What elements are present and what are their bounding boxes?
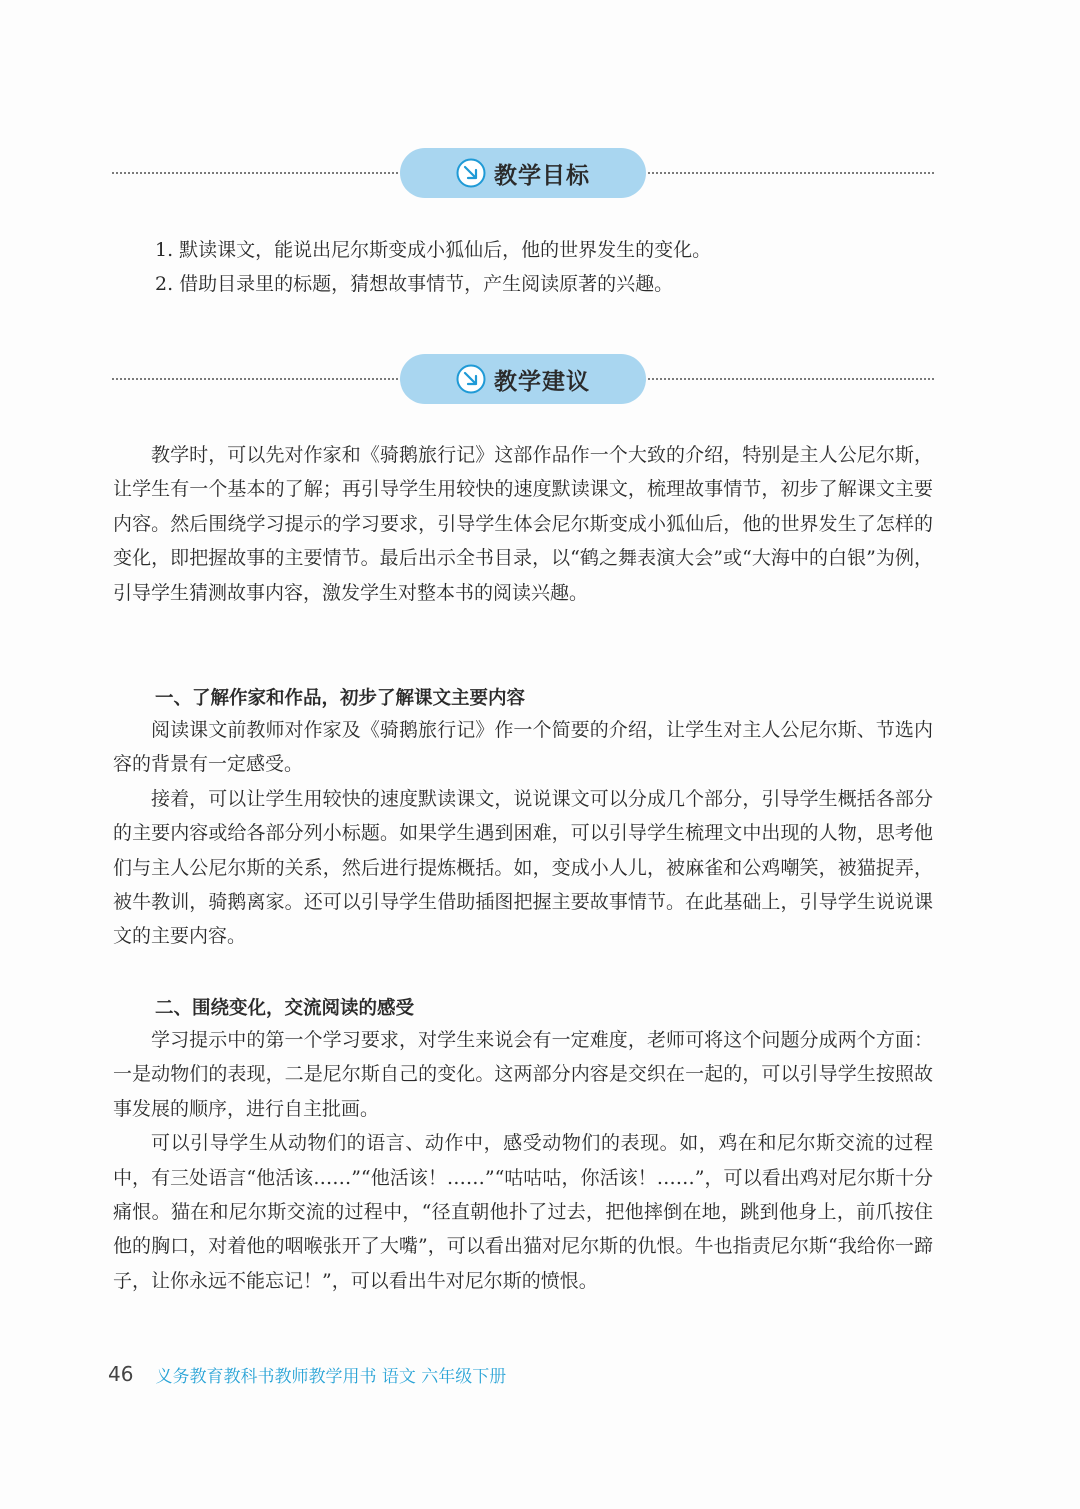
suggestions-title-pill: [400, 354, 646, 404]
banner-dotted-divider-right: [648, 378, 934, 380]
banner-dotted-divider-left: [112, 172, 398, 174]
suggestions-section-banner: [112, 354, 934, 406]
body-paragraph: 接着，可以让学生用较快的速度默读课文，说说课文可以分成几个部分，引导学生概括各部分的主要内容或给各部分列小标题。如果学生遇到困难，可以引导学生梳理文中出现的人物，思考他们与主人公尼尔斯的关系，然后进行提炼概括。如，变成小人儿，被麻雀和公鸡嘲笑，被猫捉弄，被牛教训，骑鹅离家。还可以引导学生借助插图把握主要故事情节。在此基础上，引导学生说说课文的主要内容。: [113, 787, 933, 948]
suggestions-section-title: 教学建议: [494, 368, 590, 395]
banner-dotted-divider-left: [112, 378, 398, 380]
circled-arrow-icon: [456, 158, 486, 188]
intro-paragraph: 教学时，可以先对作家和《骑鹅旅行记》这部作品作一个大致的介绍，特别是主人公尼尔斯，让学生有一个基本的了解；再引导学生用较快的速度默读课文，梳理故事情节，初步了解课文主要内容。然后围绕学习提示的学习要求，引导学生体会尼尔斯变成小狐仙后，他的世界发生了怎样的变化，即把握故事的主要情节。最后出示全书目录，以“鹤之舞表演大会”或“大海中的白银”为例，引导学生猜测故事内容，激发学生对整本书的阅读兴趣。: [113, 444, 933, 604]
part2-body: [113, 1023, 933, 1298]
goals-section-title: 教学目标: [494, 162, 590, 189]
banner-dotted-divider-right: [648, 172, 934, 174]
part2-heading: 二、围绕变化，交流阅读的感受: [155, 998, 415, 1019]
page-number: 46: [108, 1362, 134, 1386]
suggestions-intro: [113, 438, 933, 610]
book-title: 义务教育教科书教师教学用书 语文 六年级下册: [155, 1366, 507, 1387]
part1-heading: 一、了解作家和作品，初步了解课文主要内容: [155, 688, 526, 709]
part1-body: [113, 713, 933, 954]
goals-list: [155, 233, 935, 301]
goals-title-pill: [400, 148, 646, 198]
circled-arrow-icon: [456, 364, 486, 394]
body-paragraph: 学习提示中的第一个学习要求，对学生来说会有一定难度，老师可将这个问题分成两个方面：一是动物们的表现，二是尼尔斯自己的变化。这两部分内容是交织在一起的，可以引导学生按照故事发展的顺序，进行自主批画。: [113, 1029, 933, 1120]
goals-section-banner: [112, 148, 934, 200]
page-footer: [108, 1360, 506, 1388]
goal-item: 1. 默读课文，能说出尼尔斯变成小狐仙后，他的世界发生的变化。: [155, 239, 712, 261]
goal-item: 2. 借助目录里的标题，猜想故事情节，产生阅读原著的兴趣。: [155, 273, 674, 295]
body-paragraph: 可以引导学生从动物们的语言、动作中，感受动物们的表现。如，鸡在和尼尔斯交流的过程中，有三处语言“他活该……”“他活该！……”“咕咕咕，你活该！……”，可以看出鸡对尼尔斯十分痛恨。猫在和尼尔斯交流的过程中，“径直朝他扑了过去，把他摔倒在地，跳到他身上，前爪按住他的胸口，对着他的咽喉张开了大嘴”，可以看出猫对尼尔斯的仇恨。牛也指责尼尔斯“我给你一蹄子，让你永远不能忘记！”，可以看出牛对尼尔斯的愤恨。: [113, 1132, 933, 1292]
body-paragraph: 阅读课文前教师对作家及《骑鹅旅行记》作一个简要的介绍，让学生对主人公尼尔斯、节选内容的背景有一定感受。: [113, 719, 933, 776]
